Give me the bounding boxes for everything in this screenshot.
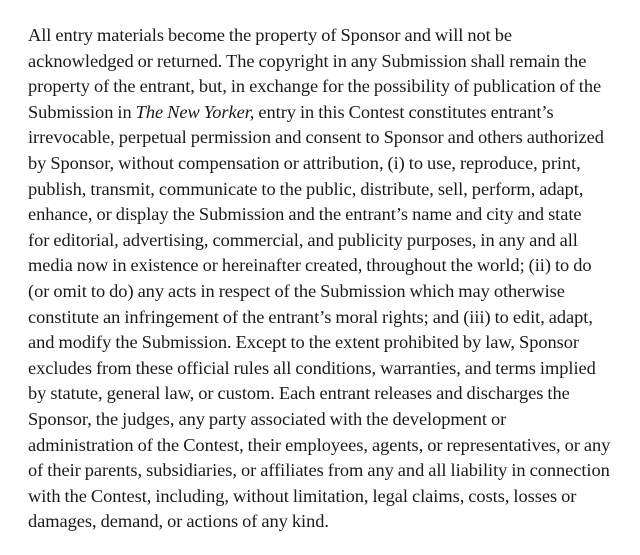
- text-line: enhance, or display the Submission and the entrant’s name and city and state: [28, 204, 582, 225]
- text-line: damages, demand, or actions of any kind.: [28, 511, 329, 532]
- text-line: constitute an infringement of the entrant’s moral rights; and (iii) to edit, adapt,: [28, 306, 593, 327]
- text-line: for editorial, advertising, commercial, and publicity purposes, in any and all: [28, 229, 578, 250]
- text-segment: Submission in: [28, 101, 136, 122]
- text-line: irrevocable, perpetual permission and consent to Sponsor and others authorized: [28, 127, 604, 148]
- text-line: of their parents, subsidiaries, or affiliates from any and all liability in connection: [28, 460, 610, 481]
- text-line: [28, 100, 620, 126]
- text-line: excludes from these official rules all conditions, warranties, and terms implied: [28, 357, 596, 378]
- text-line: with the Contest, including, without limitation, legal claims, costs, losses or: [28, 485, 577, 506]
- text-line: All entry materials become the property of Sponsor and will not be: [28, 25, 513, 45]
- rules-paragraph: [28, 23, 620, 535]
- text-line: publish, transmit, communicate to the public, distribute, sell, perform, adapt,: [28, 178, 584, 199]
- text-segment: entry in this Contest constitutes entrant’s: [254, 101, 554, 122]
- text-line: acknowledged or returned. The copyright in any Submission shall remain the: [28, 50, 587, 71]
- publication-name: The New Yorker,: [135, 101, 255, 122]
- text-line: by Sponsor, without compensation or attribution, (i) to use, reproduce, print,: [28, 152, 581, 173]
- text-line: administration of the Contest, their employees, agents, or representatives, or any: [28, 434, 611, 455]
- text-line: property of the entrant, but, in exchange for the possibility of publication of the: [28, 76, 602, 97]
- text-line: Sponsor, the judges, any party associated with the development or: [28, 408, 507, 429]
- text-line: by statute, general law, or custom. Each entrant releases and discharges the: [28, 383, 570, 404]
- text-line: media now in existence or hereinafter created, throughout the world; (ii) to do: [28, 255, 592, 276]
- text-line: (or omit to do) any acts in respect of the Submission which may otherwise: [28, 280, 565, 301]
- text-line: and modify the Submission. Except to the extent prohibited by law, Sponsor: [28, 332, 579, 353]
